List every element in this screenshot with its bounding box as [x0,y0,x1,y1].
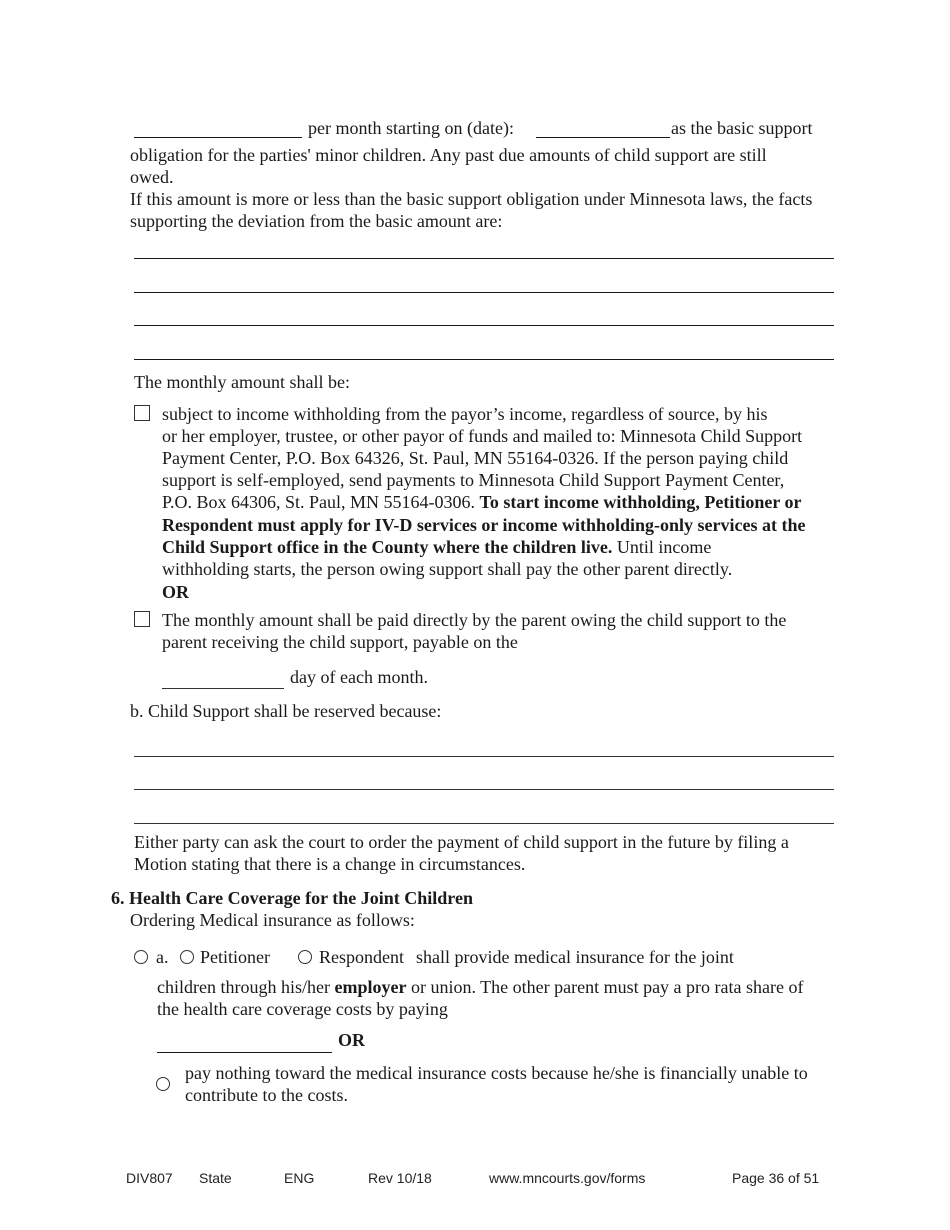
basic-support-text: as the basic support [671,118,813,138]
amount-field[interactable] [134,137,302,138]
section-b-note-1: Either party can ask the court to order the payment of child support in the future by filing a [134,832,789,852]
option-a-label: a. [156,947,169,967]
option1-line-4: support is self-employed, send payments to Minnesota Child Support Payment Center, [162,470,785,490]
intro-line-3: owed. [130,167,174,187]
intro-line-4: If this amount is more or less than the basic support obligation under Minnesota laws, the facts [130,189,813,209]
intro-line-2: obligation for the parties' minor children. Any past due amounts of child support are still [130,145,767,165]
deviation-line-4[interactable] [134,359,834,360]
petitioner-radio[interactable] [180,950,194,964]
option-a-radio[interactable] [134,950,148,964]
footer-form-id: DIV807 [126,1170,173,1186]
section-b-note-2: Motion stating that there is a change in circumstances. [134,854,526,874]
reserved-reason-line-1[interactable] [134,756,834,757]
pay-nothing-radio[interactable] [156,1077,170,1091]
reserved-reason-line-2[interactable] [134,789,834,790]
payment-day-field[interactable] [162,688,284,689]
deviation-line-3[interactable] [134,325,834,326]
footer-url[interactable]: www.mncourts.gov/forms [489,1170,646,1186]
income-withholding-checkbox[interactable] [134,405,150,421]
option1-line-6: Respondent must apply for IV-D services or income withholding-only services at the [162,515,806,535]
option1-line-5: P.O. Box 64306, St. Paul, MN 55164-0306. To start income withholding, Petitioner or [162,492,802,512]
pay-nothing-line-1: pay nothing toward the medical insurance costs because he/she is financially unable to [185,1063,808,1083]
option1-line-2: or her employer, trustee, or other payor of funds and mailed to: Minnesota Child Support [162,426,803,446]
deviation-line-1[interactable] [134,258,834,259]
option1-line-7: Child Support office in the County where the children live. Until income [162,537,712,557]
pay-nothing-line-2: contribute to the costs. [185,1085,348,1105]
per-month-text: per month starting on (date): [308,118,514,138]
section-6-line-2: children through his/her employer or union. The other parent must pay a pro rata share of [157,977,804,997]
intro-line-5: supporting the deviation from the basic amount are: [130,211,503,231]
option1-or: OR [162,582,189,602]
option1-line-1: subject to income withholding from the payor’s income, regardless of source, by his [162,404,768,424]
option2-line-1: The monthly amount shall be paid directly by the parent owing the child support to the [162,610,787,630]
reserved-reason-line-3[interactable] [134,823,834,824]
petitioner-label: Petitioner [200,947,270,967]
option1-line-3: Payment Center, P.O. Box 64326, St. Paul, MN 55164-0326. If the person paying child [162,448,789,468]
deviation-line-2[interactable] [134,292,834,293]
provide-insurance-text: shall provide medical insurance for the joint [416,947,734,967]
day-of-month-text: day of each month. [290,667,428,687]
option2-line-2: parent receiving the child support, payable on the [162,632,518,652]
footer-revision: Rev 10/18 [368,1170,432,1186]
section-6-heading: 6. Health Care Coverage for the Joint Children [111,888,473,908]
start-date-field[interactable] [536,137,670,138]
footer-language: ENG [284,1170,315,1186]
footer-page-number: Page 36 of 51 [732,1170,820,1186]
pay-directly-checkbox[interactable] [134,611,150,627]
footer-state: State [199,1170,232,1186]
section-b-label: b. Child Support shall be reserved because: [130,701,442,721]
respondent-label: Respondent [319,947,404,967]
section-6-line-3: the health care coverage costs by paying [157,999,448,1019]
pro-rata-amount-field[interactable] [157,1052,332,1053]
respondent-radio[interactable] [298,950,312,964]
section-6-or: OR [338,1030,365,1050]
monthly-amount-label: The monthly amount shall be: [134,372,350,392]
section-6-subheading: Ordering Medical insurance as follows: [130,910,415,930]
option1-line-8: withholding starts, the person owing support shall pay the other parent directly. [162,559,733,579]
